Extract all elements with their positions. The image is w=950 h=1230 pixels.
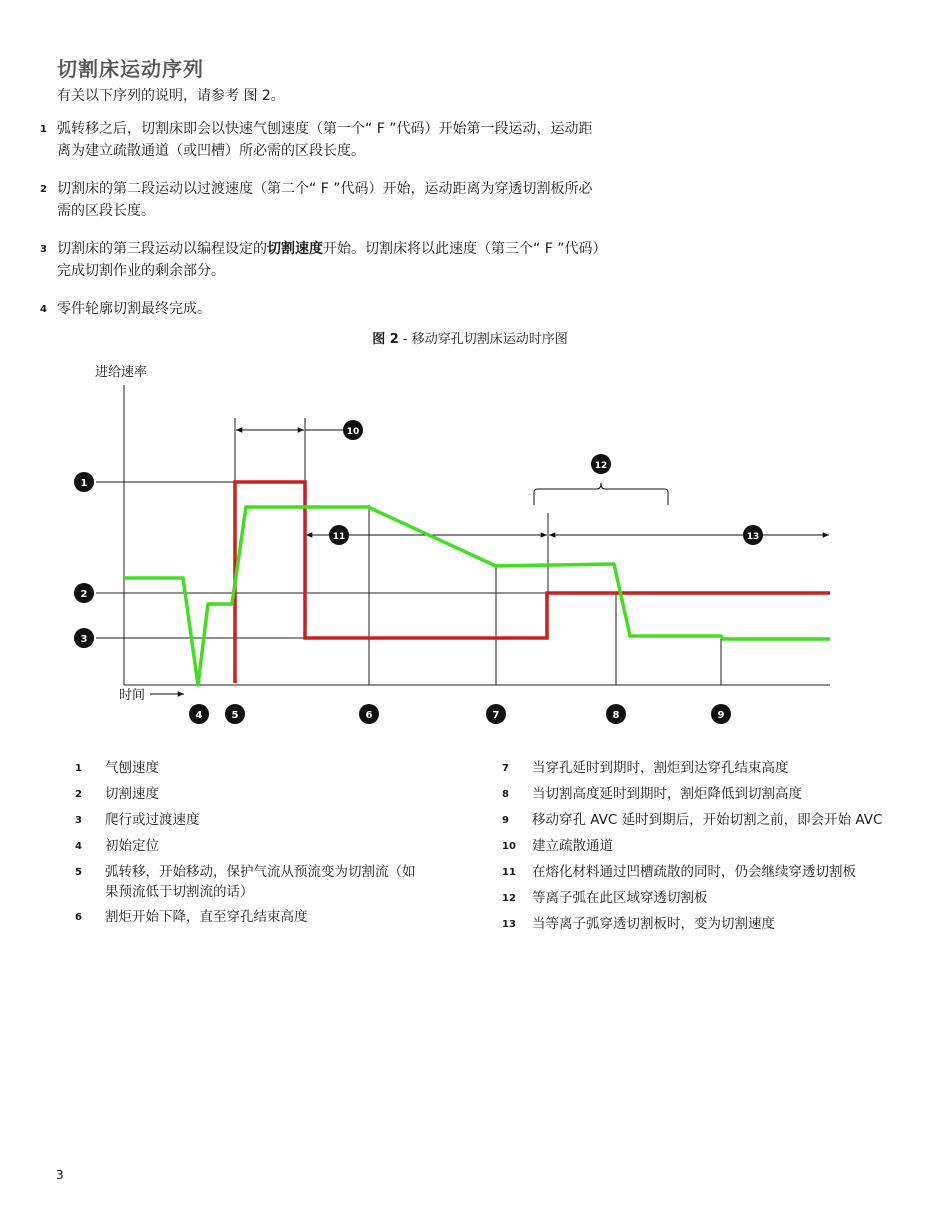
step-item [40, 298, 600, 321]
marker-5 [225, 704, 245, 724]
timing-chart [0, 355, 950, 740]
legend-item [75, 758, 495, 779]
legend-text: 爬行或过渡速度 [105, 812, 200, 828]
legend-number: 12 [502, 893, 516, 904]
legend-number: 3 [75, 815, 82, 826]
interval-12-brace [534, 483, 668, 505]
intro-text: 有关以下序列的说明，请参考 图 2。 [57, 88, 285, 104]
step-text-post: 开始。切割床将以此速度（第三个“ F ”代码）完成切割作业的剩余部分。 [57, 241, 600, 279]
legend-text: 建立疏散通道 [532, 838, 613, 854]
step-text [57, 238, 600, 282]
legend-item [75, 836, 495, 857]
svg-text:10: 10 [346, 427, 360, 437]
legend-item [502, 784, 902, 805]
svg-text:5: 5 [231, 710, 239, 721]
legend-text: 当等离子弧穿透切割板时，变为切割速度 [532, 916, 775, 932]
legend-number: 9 [502, 815, 509, 826]
svg-text:8: 8 [612, 710, 620, 721]
green-series-line [124, 507, 830, 685]
red-series-line [235, 482, 830, 683]
step-item [40, 238, 600, 282]
legend-item [75, 784, 495, 805]
legend-number: 4 [75, 841, 82, 852]
legend-number: 1 [75, 763, 82, 774]
legend-item [75, 907, 495, 928]
svg-text:6: 6 [365, 710, 373, 721]
legend-number: 8 [502, 789, 509, 800]
marker-13 [743, 525, 763, 545]
marker-11 [329, 525, 349, 545]
svg-text:7: 7 [492, 710, 500, 721]
step-number: 4 [40, 304, 47, 315]
step-text: 切割床的第二段运动以过渡速度（第二个“ F ”代码）开始，运动距离为穿透切割板所必需的区段长度。 [57, 181, 593, 219]
marker-4 [189, 704, 209, 724]
marker-3 [74, 628, 94, 648]
svg-text:1: 1 [80, 478, 88, 489]
svg-text:3: 3 [80, 634, 88, 645]
page-number: 3 [56, 1168, 64, 1182]
step-text-pre: 切割床的第三段运动以编程设定的 [57, 241, 267, 257]
legend-left [75, 758, 495, 933]
legend-item [502, 888, 902, 909]
svg-text:13: 13 [746, 532, 760, 542]
marker-8 [606, 704, 626, 724]
legend-number: 2 [75, 789, 82, 800]
legend-item [502, 862, 902, 883]
marker-1 [74, 472, 94, 492]
legend-text: 等离子弧在此区域穿透切割板 [532, 890, 708, 906]
legend-text: 初始定位 [105, 838, 159, 854]
legend-text: 切割速度 [105, 786, 159, 802]
legend-text: 割炬开始下降，直至穿孔结束高度 [105, 909, 308, 925]
step-number: 1 [40, 124, 47, 135]
step-item [40, 118, 600, 162]
legend-item [75, 862, 495, 902]
legend-text: 移动穿孔 AVC 延时到期后，开始切割之前，即会开始 AVC [532, 812, 883, 828]
svg-text:4: 4 [195, 710, 203, 721]
y-axis-label: 进给速率 [95, 365, 148, 380]
svg-text:12: 12 [594, 461, 608, 471]
figure-caption [0, 328, 940, 347]
x-axis-label: 时间 [119, 688, 146, 703]
legend-item [502, 836, 902, 857]
legend-item [502, 810, 902, 831]
svg-text:11: 11 [332, 532, 346, 542]
marker-7 [486, 704, 506, 724]
legend-item [75, 810, 495, 831]
step-item [40, 178, 600, 222]
step-number: 2 [40, 184, 47, 195]
legend-number: 5 [75, 867, 82, 878]
legend-number: 13 [502, 919, 516, 930]
step-number: 3 [40, 244, 47, 255]
marker-9 [711, 704, 731, 724]
marker-12 [591, 454, 611, 474]
svg-text:9: 9 [717, 710, 725, 721]
svg-text:2: 2 [80, 589, 88, 600]
step-text-bold: 切割速度 [267, 241, 323, 257]
marker-10 [343, 420, 363, 440]
marker-6 [359, 704, 379, 724]
legend-number: 7 [502, 763, 509, 774]
legend-number: 10 [502, 841, 516, 852]
page-title: 切割床运动序列 [57, 57, 204, 81]
legend-number: 6 [75, 912, 82, 923]
legend-text: 在熔化材料通过凹槽疏散的同时，仍会继续穿透切割板 [532, 864, 856, 880]
legend-right [502, 758, 902, 940]
legend-text: 弧转移，开始移动，保护气流从预流变为切割流（如果预流低于切割流的话） [105, 864, 416, 900]
step-list [40, 118, 600, 337]
marker-2 [74, 583, 94, 603]
legend-text: 当切割高度延时到期时，割炬降低到切割高度 [532, 786, 802, 802]
step-text: 弧转移之后，切割床即会以快速气刨速度（第一个“ F ”代码）开始第一段运动，运动距离为建立疏散通道（或凹槽）所必需的区段长度。 [57, 121, 593, 159]
step-text: 零件轮廓切割最终完成。 [57, 301, 211, 317]
figure-label: 图 2 [372, 332, 399, 347]
figure-caption-text: - 移动穿孔切割床运动时序图 [398, 332, 568, 347]
legend-text: 当穿孔延时到期时，割炬到达穿孔结束高度 [532, 760, 789, 776]
legend-number: 11 [502, 867, 516, 878]
legend-text: 气刨速度 [105, 760, 159, 776]
legend-item [502, 758, 902, 779]
legend-item [502, 914, 902, 935]
